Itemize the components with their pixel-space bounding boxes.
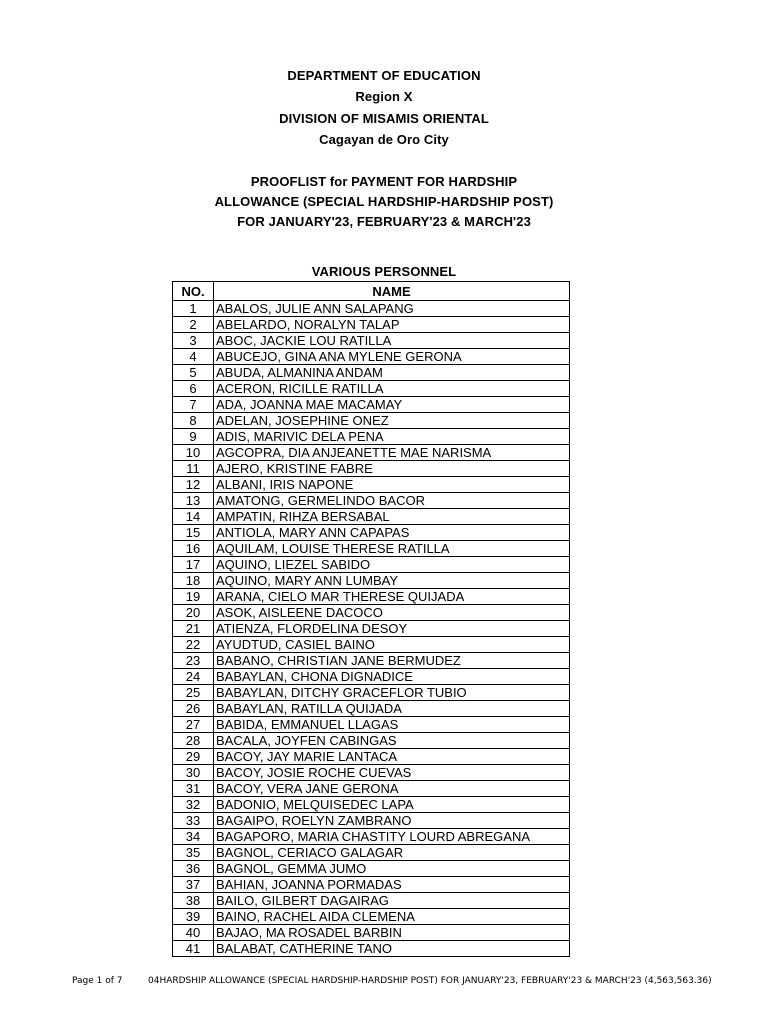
table-row [173, 333, 570, 349]
personnel-name: BAGAPORO, MARIA CHASTITY LOURD ABREGANA [214, 829, 570, 845]
personnel-name: BAGNOL, GEMMA JUMO [214, 861, 570, 877]
header-city: Cagayan de Oro City [319, 132, 449, 147]
personnel-name: BABIDA, EMMANUEL LLAGAS [214, 717, 570, 733]
column-header-no: NO. [173, 282, 214, 301]
table-row [173, 637, 570, 653]
personnel-name: AMATONG, GERMELINDO BACOR [214, 493, 570, 509]
table-row [173, 397, 570, 413]
personnel-name: ASOK, AISLEENE DACOCO [214, 605, 570, 621]
row-number: 3 [173, 333, 214, 349]
row-number: 28 [173, 733, 214, 749]
table-row [173, 813, 570, 829]
personnel-name: BALABAT, CATHERINE TANO [214, 941, 570, 957]
personnel-name: BAGAIPO, ROELYN ZAMBRANO [214, 813, 570, 829]
table-row [173, 941, 570, 957]
row-number: 17 [173, 557, 214, 573]
row-number: 40 [173, 925, 214, 941]
row-number: 26 [173, 701, 214, 717]
row-number: 23 [173, 653, 214, 669]
personnel-name: AGCOPRA, DIA ANJEANETTE MAE NARISMA [214, 445, 570, 461]
row-number: 15 [173, 525, 214, 541]
table-header-row [173, 282, 570, 301]
row-number: 16 [173, 541, 214, 557]
table-row [173, 765, 570, 781]
row-number: 30 [173, 765, 214, 781]
personnel-name: BAINO, RACHEL AIDA CLEMENA [214, 909, 570, 925]
row-number: 1 [173, 301, 214, 317]
table-row [173, 749, 570, 765]
column-header-name: NAME [214, 282, 570, 301]
personnel-name: ADA, JOANNA MAE MACAMAY [214, 397, 570, 413]
table-row [173, 493, 570, 509]
personnel-name: ABUCEJO, GINA ANA MYLENE GERONA [214, 349, 570, 365]
row-number: 25 [173, 685, 214, 701]
row-number: 7 [173, 397, 214, 413]
table-row [173, 861, 570, 877]
table-row [173, 445, 570, 461]
table-row [173, 349, 570, 365]
table-row [173, 605, 570, 621]
row-number: 24 [173, 669, 214, 685]
table-row [173, 797, 570, 813]
table-row [173, 829, 570, 845]
personnel-name: ATIENZA, FLORDELINA DESOY [214, 621, 570, 637]
personnel-name: ABALOS, JULIE ANN SALAPANG [214, 301, 570, 317]
footer-filename: 04HARDSHIP ALLOWANCE (SPECIAL HARDSHIP-HARDSHIP POST) FOR JANUARY'23, FEBRUARY'23 & MARCH'23 (4,563,563.36) [148, 976, 712, 986]
personnel-name: AJERO, KRISTINE FABRE [214, 461, 570, 477]
personnel-name: BABAYLAN, CHONA DIGNADICE [214, 669, 570, 685]
row-number: 13 [173, 493, 214, 509]
row-number: 33 [173, 813, 214, 829]
table-row [173, 781, 570, 797]
personnel-name: BAJAO, MA ROSADEL BARBIN [214, 925, 570, 941]
row-number: 35 [173, 845, 214, 861]
row-number: 10 [173, 445, 214, 461]
personnel-name: BACALA, JOYFEN CABINGAS [214, 733, 570, 749]
table-row [173, 317, 570, 333]
personnel-name: ANTIOLA, MARY ANN CAPAPAS [214, 525, 570, 541]
personnel-name: BAILO, GILBERT DAGAIRAG [214, 893, 570, 909]
row-number: 18 [173, 573, 214, 589]
row-number: 9 [173, 429, 214, 445]
table-row [173, 509, 570, 525]
row-number: 20 [173, 605, 214, 621]
row-number: 34 [173, 829, 214, 845]
personnel-name: ABUDA, ALMANINA ANDAM [214, 365, 570, 381]
section-label: VARIOUS PERSONNEL [311, 264, 457, 279]
personnel-name: BABANO, CHRISTIAN JANE BERMUDEZ [214, 653, 570, 669]
page-number: Page 1 of 7 [72, 976, 123, 986]
row-number: 12 [173, 477, 214, 493]
personnel-name: AYUDTUD, CASIEL BAINO [214, 637, 570, 653]
table-row [173, 301, 570, 317]
header-department: DEPARTMENT OF EDUCATION [287, 68, 481, 83]
row-number: 31 [173, 781, 214, 797]
personnel-name: BADONIO, MELQUISEDEC LAPA [214, 797, 570, 813]
personnel-name: AQUILAM, LOUISE THERESE RATILLA [214, 541, 570, 557]
personnel-name: ABOC, JACKIE LOU RATILLA [214, 333, 570, 349]
row-number: 19 [173, 589, 214, 605]
row-number: 32 [173, 797, 214, 813]
personnel-name: BACOY, VERA JANE GERONA [214, 781, 570, 797]
row-number: 11 [173, 461, 214, 477]
row-number: 29 [173, 749, 214, 765]
table-row [173, 557, 570, 573]
table-row [173, 893, 570, 909]
row-number: 38 [173, 893, 214, 909]
table-row [173, 573, 570, 589]
row-number: 39 [173, 909, 214, 925]
table-row [173, 365, 570, 381]
table-row [173, 429, 570, 445]
document-title-line-1: PROOFLIST for PAYMENT FOR HARDSHIP [250, 174, 518, 189]
personnel-name: BAGNOL, CERIACO GALAGAR [214, 845, 570, 861]
row-number: 4 [173, 349, 214, 365]
table-row [173, 541, 570, 557]
table-row [173, 653, 570, 669]
table-row [173, 461, 570, 477]
personnel-name: AMPATIN, RIHZA BERSABAL [214, 509, 570, 525]
row-number: 27 [173, 717, 214, 733]
header-division: DIVISION OF MISAMIS ORIENTAL [279, 111, 489, 126]
row-number: 2 [173, 317, 214, 333]
row-number: 6 [173, 381, 214, 397]
row-number: 5 [173, 365, 214, 381]
table-row [173, 381, 570, 397]
row-number: 21 [173, 621, 214, 637]
row-number: 22 [173, 637, 214, 653]
personnel-name: BABAYLAN, DITCHY GRACEFLOR TUBIO [214, 685, 570, 701]
personnel-name: ADELAN, JOSEPHINE ONEZ [214, 413, 570, 429]
row-number: 36 [173, 861, 214, 877]
personnel-name: ARANA, CIELO MAR THERESE QUIJADA [214, 589, 570, 605]
table-row [173, 877, 570, 893]
personnel-name: AQUINO, LIEZEL SABIDO [214, 557, 570, 573]
document-title-line-2: ALLOWANCE (SPECIAL HARDSHIP-HARDSHIP POST) [214, 194, 554, 209]
table-row [173, 525, 570, 541]
table-row [173, 845, 570, 861]
personnel-name: BABAYLAN, RATILLA QUIJADA [214, 701, 570, 717]
table-row [173, 669, 570, 685]
table-row [173, 717, 570, 733]
personnel-table [172, 281, 570, 957]
table-row [173, 477, 570, 493]
table-row [173, 909, 570, 925]
personnel-name: BACOY, JOSIE ROCHE CUEVAS [214, 765, 570, 781]
personnel-name: ADIS, MARIVIC DELA PENA [214, 429, 570, 445]
table-row [173, 589, 570, 605]
document-title-line-3: FOR JANUARY'23, FEBRUARY'23 & MARCH'23 [237, 214, 531, 229]
row-number: 41 [173, 941, 214, 957]
table-row [173, 621, 570, 637]
table-row [173, 413, 570, 429]
row-number: 14 [173, 509, 214, 525]
personnel-name: ALBANI, IRIS NAPONE [214, 477, 570, 493]
header-region: Region X [355, 89, 413, 104]
personnel-name: ACERON, RICILLE RATILLA [214, 381, 570, 397]
personnel-name: BACOY, JAY MARIE LANTACA [214, 749, 570, 765]
personnel-name: AQUINO, MARY ANN LUMBAY [214, 573, 570, 589]
table-row [173, 685, 570, 701]
table-row [173, 733, 570, 749]
table-row [173, 925, 570, 941]
personnel-name: ABELARDO, NORALYN TALAP [214, 317, 570, 333]
personnel-table-body [173, 301, 570, 957]
table-row [173, 701, 570, 717]
row-number: 37 [173, 877, 214, 893]
row-number: 8 [173, 413, 214, 429]
personnel-name: BAHIAN, JOANNA PORMADAS [214, 877, 570, 893]
